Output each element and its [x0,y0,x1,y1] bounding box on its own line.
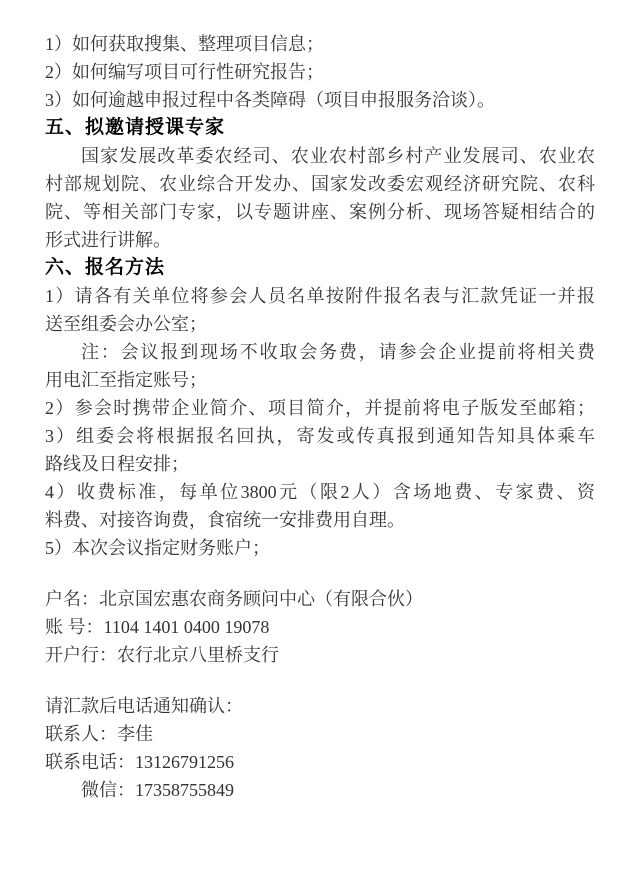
contact-phone: 联系电话：13126791256 [45,752,234,772]
section6-item4-line: 4）收费标准，每单位3800元（限2人）含场地费、专家费、资 [45,482,595,502]
contact-notice: 请汇款后电话通知确认： [45,696,243,716]
top-list-item-2: 2）如何编写项目可行性研究报告； [45,62,324,82]
section6-note-line: 用电汇至指定账号； [45,370,207,390]
section5-paragraph-line: 村部规划院、农业综合开发办、国家发改委宏观经济研究院、农科 [45,174,595,194]
section6-item4-line: 料费、对接咨询费，食宿统一安排费用自理。 [45,510,405,530]
bank-account-number: 账 号：1104 1401 0400 19078 [45,617,270,637]
section6-item3-line: 路线及日程安排； [45,454,189,474]
section6-item3-line: 3）组委会将根据报名回执，寄发或传真报到通知告知具体乘车 [45,426,595,446]
section5-paragraph-line: 国家发展改革委农经司、农业农村部乡村产业发展司、农业农 [81,146,595,166]
section6-note-line: 注：会议报到现场不收取会务费，请参会企业提前将相关费 [81,342,595,362]
section5-heading: 五、拟邀请授课专家 [45,117,226,138]
top-list-item-1: 1）如何获取搜集、整理项目信息； [45,34,324,54]
contact-person: 联系人：李佳 [45,724,153,744]
section6-heading: 六、报名方法 [45,257,166,278]
section6-item5-line: 5）本次会议指定财务账户； [45,538,270,558]
section5-paragraph-line: 形式进行讲解。 [45,230,171,250]
section6-item1-line: 送至组委会办公室； [45,314,207,334]
contact-wechat: 微信：17358755849 [81,780,234,800]
bank-account-name: 户名：北京国宏惠农商务顾问中心（有限合伙） [45,589,423,609]
top-list-item-3: 3）如何逾越申报过程中各类障碍（项目申报服务洽谈）。 [45,90,495,110]
blank-line [45,562,595,585]
bank-branch: 开户行：农行北京八里桥支行 [45,645,279,665]
section6-item1-line: 1）请各有关单位将参会人员名单按附件报名表与汇款凭证一并报 [45,286,595,306]
section6-item2-line: 2）参会时携带企业简介、项目简介，并提前将电子版发至邮箱； [45,398,595,418]
blank-line [45,669,595,692]
section5-paragraph-line: 院、等相关部门专家，以专题讲座、案例分析、现场答疑相结合的 [45,202,595,222]
